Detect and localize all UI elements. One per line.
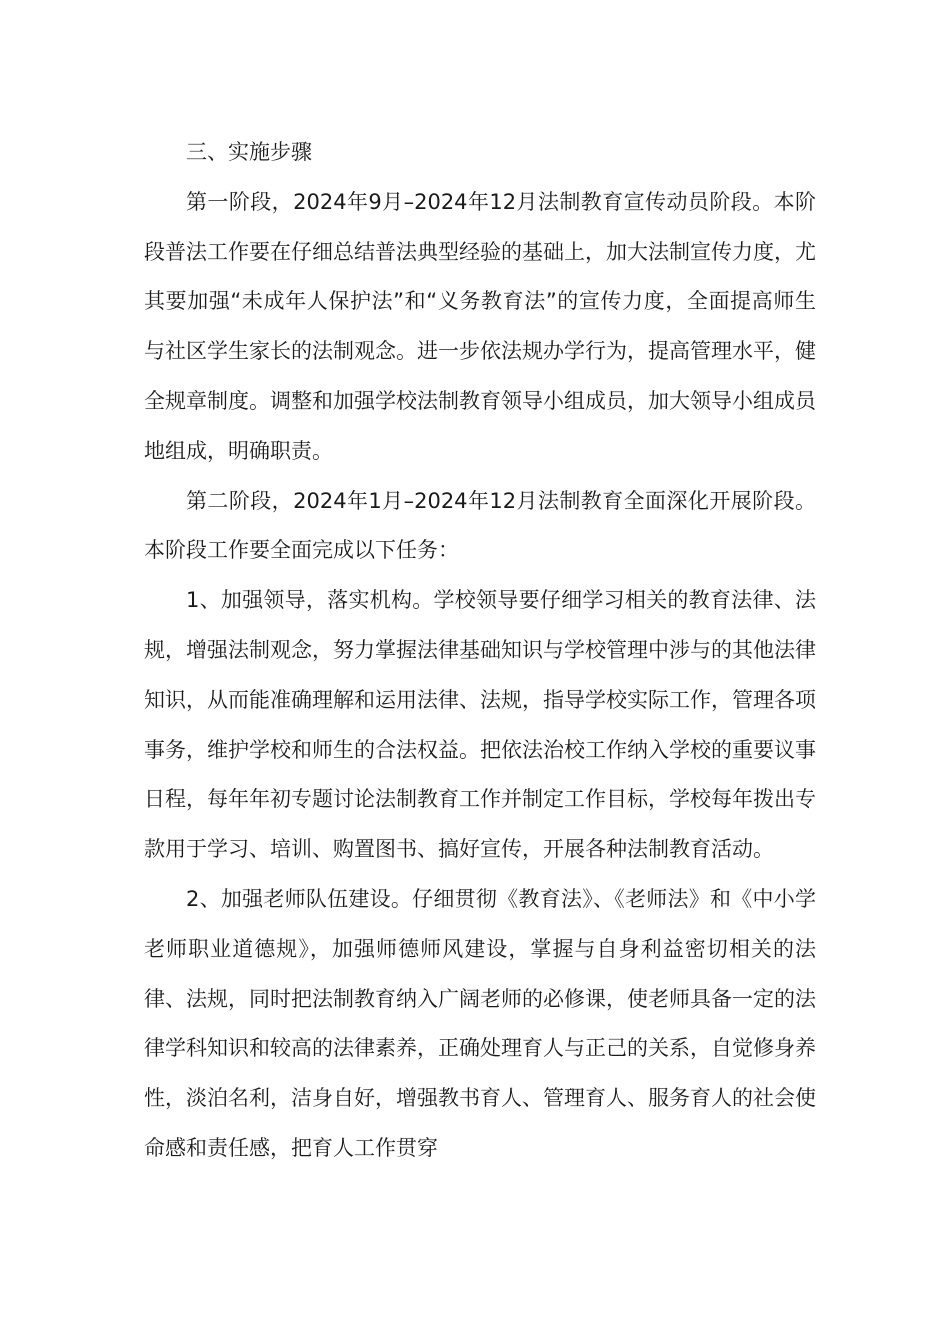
paragraph-task-one: 1、加强领导，落实机构。学校领导要仔细学习相关的教育法律、法规，增强法制观念，努力掌握法律基础知识与学校管理中涉与的其他法律知识，从而能准确理解和运用法律、法规，指导学校实际工作，管理各项事务，维护学校和师生的合法权益。把依法治校工作纳入学校的重要议事日程，每年年初专题讨论法制教育工作并制定工作目标，学校每年拨出专款用于学习、培训、购置图书、搞好宣传，开展各种法制教育活动。 (144, 588, 816, 862)
document-body (144, 128, 816, 1174)
paragraph-stage-one: 第一阶段，2024年9月–2024年12月法制教育宣传动员阶段。本阶段普法工作要在仔细总结普法典型经验的基础上，加大法制宣传力度，尤其要加强“未成年人保护法”和“义务教育法”的宣传力度，全面提高师生与社区学生家长的法制观念。进一步依法规办学行为，提高管理水平，健全规章制度。调整和加强学校法制教育领导小组成员，加大领导小组成员地组成，明确职责。 (144, 189, 816, 463)
paragraph-stage-two: 第二阶段，2024年1月–2024年12月法制教育全面深化开展阶段。本阶段工作要全面完成以下任务： (144, 488, 816, 563)
section-heading: 三、实施步骤 (186, 140, 312, 164)
paragraph-task-two: 2、加强老师队伍建设。仔细贯彻《教育法》、《老师法》和《中小学老师职业道德规》，加强师德师风建设，掌握与自身利益密切相关的法律、法规，同时把法制教育纳入广阔老师的必修课，使老师具备一定的法律学科知识和较高的法律素养，正确处理育人与正己的关系，自觉修身养性，淡泊名利，洁身自好，增强教书育人、管理育人、服务育人的社会使命感和责任感，把育人工作贯穿 (144, 886, 816, 1160)
